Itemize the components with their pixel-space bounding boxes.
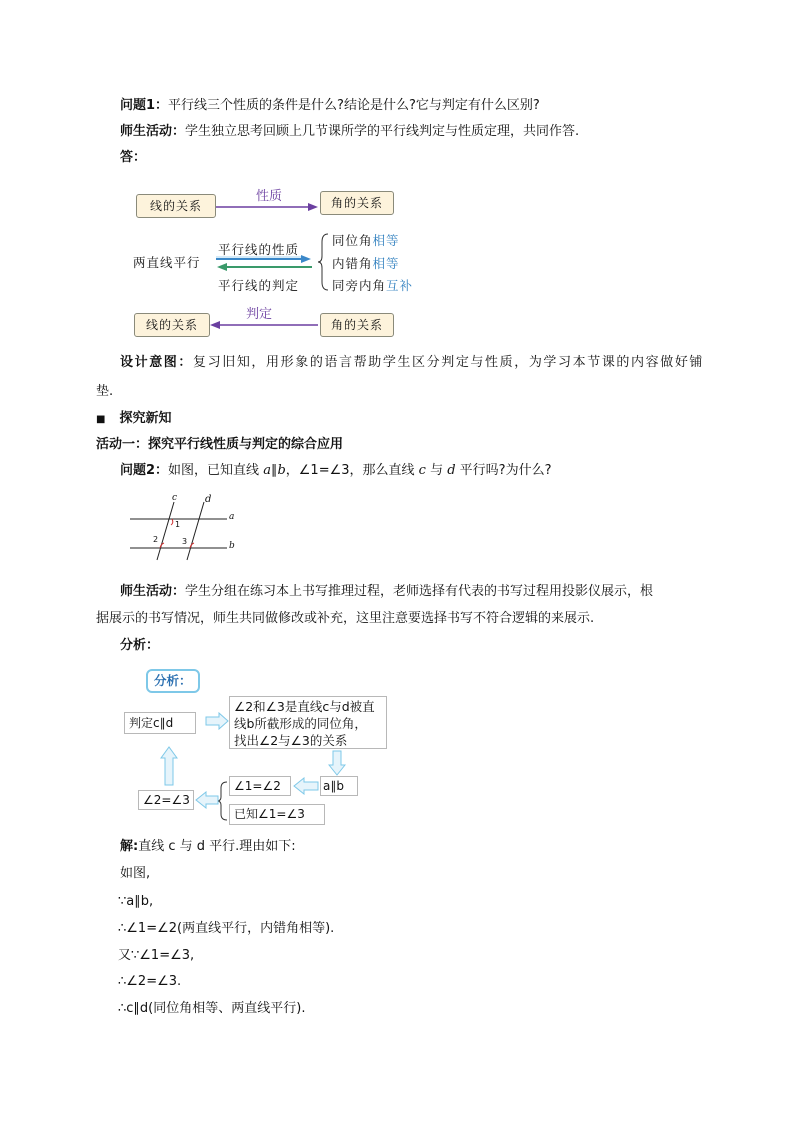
angle-relation-box-top: 角的关系 bbox=[320, 191, 394, 215]
figure-label-b: b bbox=[229, 541, 235, 551]
interior-angles-item bbox=[332, 276, 413, 294]
line-relation-box-top: 线的关系 bbox=[136, 194, 216, 218]
var-c: c bbox=[418, 463, 426, 478]
desc-line-2: 线b所截形成的同位角， bbox=[234, 716, 367, 731]
solution-line-5: 又∵∠1=∠3, bbox=[118, 948, 195, 963]
parallel-property-label: 平行线的性质 bbox=[218, 242, 300, 257]
solution-label: 解: bbox=[120, 839, 139, 854]
analysis-label: 分析： bbox=[120, 638, 160, 653]
angle-relation-box-bottom: 角的关系 bbox=[320, 313, 394, 337]
analysis-tag: 分析： bbox=[146, 669, 200, 693]
arrow-left-eq bbox=[293, 777, 319, 795]
question-1-label: 问题1： bbox=[120, 98, 169, 113]
activity-2-text: 学生分组在练习本上书写推理过程，老师选择有代表的书写过程用投影仪展示，根 bbox=[185, 584, 654, 599]
double-arrows bbox=[214, 255, 314, 271]
activity-title: 活动一：探究平行线性质与判定的综合应用 bbox=[96, 437, 344, 452]
parallel-symbol: ∥ bbox=[270, 463, 278, 478]
arrow-up bbox=[160, 746, 178, 786]
solution-line-2: 如图, bbox=[120, 866, 151, 881]
question-2 bbox=[120, 462, 551, 480]
var-d: d bbox=[447, 463, 456, 478]
activity-1 bbox=[120, 123, 579, 141]
var-b: b bbox=[277, 463, 286, 478]
judge-box: 判定c∥d bbox=[124, 712, 196, 734]
question-2-text: 如图，已知直线 bbox=[168, 463, 264, 478]
solution-line-1 bbox=[120, 838, 296, 856]
solution-line-6: ∴∠2=∠3. bbox=[118, 974, 182, 989]
solution-line-3: ∵a∥b, bbox=[118, 894, 154, 909]
activity-2-cont: 据展示的书写情况，师生共同做修改或补充，这里注意要选择书写不符合逻辑的来展示. bbox=[96, 611, 595, 626]
property-arrow bbox=[214, 200, 320, 214]
figure-label-1: 1 bbox=[175, 520, 181, 529]
property-arrow-label: 性质 bbox=[256, 189, 283, 204]
judgement-arrow bbox=[208, 318, 320, 332]
design-intent bbox=[120, 354, 704, 372]
line-relation-box-bottom: 线的关系 bbox=[134, 313, 210, 337]
parallel-judgement-label: 平行线的判定 bbox=[218, 278, 300, 293]
design-intent-cont: 垫. bbox=[96, 384, 114, 399]
eq12-box: ∠1=∠2 bbox=[229, 776, 291, 796]
activity-1-text: 学生独立思考回顾上几节课所学的平行线判定与性质定理，共同作答. bbox=[185, 124, 580, 139]
item-suffix: 相等 bbox=[372, 233, 400, 248]
activity-1-label: 师生活动： bbox=[120, 124, 186, 139]
item-suffix: 相等 bbox=[372, 256, 400, 271]
brace bbox=[318, 232, 330, 292]
desc-line-1: ∠2和∠3是直线c与d被直 bbox=[234, 699, 375, 714]
var-a: a bbox=[263, 463, 271, 478]
solution-line-7: ∴c∥d(同位角相等、两直线平行). bbox=[118, 1001, 306, 1016]
section-heading bbox=[96, 410, 171, 429]
arrow-left-eq23 bbox=[195, 791, 219, 809]
item-prefix: 同旁内角 bbox=[332, 278, 387, 293]
question-1-text: 平行线三个性质的条件是什么?结论是什么?它与判定有什么区别? bbox=[168, 98, 540, 113]
ab-box: a∥b bbox=[320, 776, 358, 796]
activity-2-label: 师生活动： bbox=[120, 584, 186, 599]
known-box: 已知∠1=∠3 bbox=[229, 804, 325, 825]
desc-box bbox=[229, 696, 387, 749]
figure-label-a: a bbox=[229, 512, 235, 522]
arrow-to-desc bbox=[205, 712, 229, 730]
design-intent-text: 复习旧知，用形象的语言帮助学生区分判定与性质，为学习本节课的内容做好铺 bbox=[193, 355, 705, 370]
item-prefix: 同位角 bbox=[332, 233, 373, 248]
alternate-angles-item bbox=[332, 254, 400, 272]
section-title: 探究新知 bbox=[119, 411, 172, 426]
figure-label-2: 2 bbox=[153, 535, 159, 544]
section-bullet: ■ bbox=[96, 414, 106, 425]
question-2-text: 与 bbox=[425, 463, 448, 478]
figure-label-3: 3 bbox=[182, 537, 188, 546]
corresponding-angles-item bbox=[332, 231, 400, 249]
parallel-lines-label: 两直线平行 bbox=[133, 255, 201, 270]
answer-label: 答： bbox=[120, 150, 147, 165]
question-2-label: 问题2： bbox=[120, 463, 169, 478]
question-1 bbox=[120, 97, 540, 115]
judgement-arrow-label: 判定 bbox=[246, 307, 273, 322]
design-intent-label: 设计意图： bbox=[120, 355, 194, 370]
eq23-box: ∠2=∠3 bbox=[138, 790, 194, 810]
question-2-text: 平行吗?为什么? bbox=[455, 463, 552, 478]
question-2-text: ，∠1=∠3，那么直线 bbox=[285, 463, 419, 478]
item-prefix: 内错角 bbox=[332, 256, 373, 271]
parallel-lines-figure bbox=[124, 492, 244, 562]
solution-line-4: ∴∠1=∠2(两直线平行，内错角相等). bbox=[118, 921, 335, 936]
arrow-down bbox=[328, 750, 346, 776]
figure-label-d: d bbox=[205, 494, 212, 505]
figure-label-c: c bbox=[172, 493, 178, 503]
activity-2 bbox=[120, 583, 653, 601]
desc-line-3: 找出∠2与∠3的关系 bbox=[234, 733, 348, 748]
item-suffix: 互补 bbox=[386, 278, 414, 293]
solution-text: 直线 c 与 d 平行.理由如下: bbox=[138, 839, 296, 854]
